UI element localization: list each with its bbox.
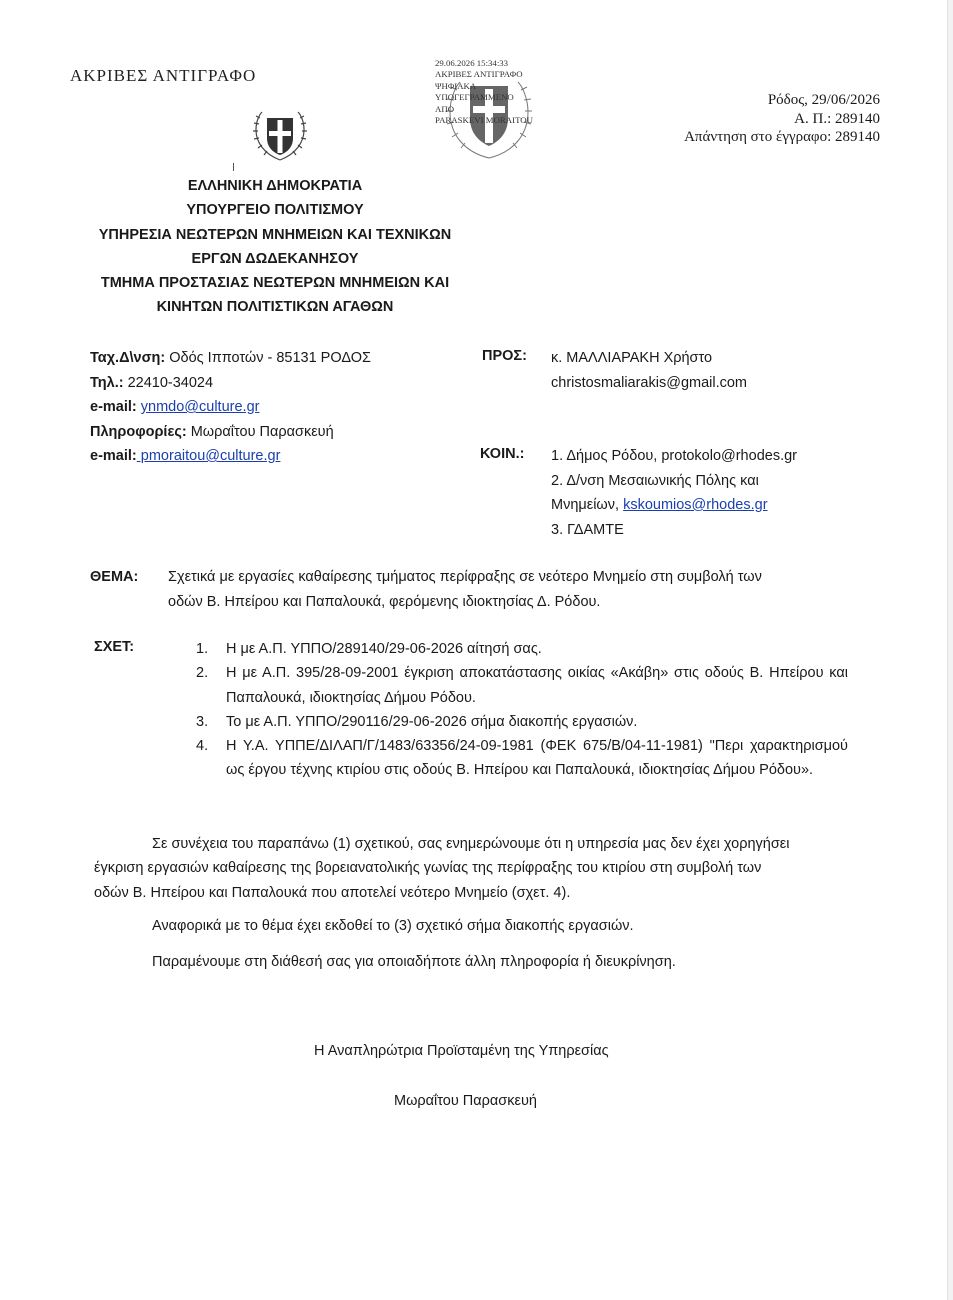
related-text: Η με Α.Π. ΥΠΠΟ/289140/29-06-2026 αίτησή σας. [226, 641, 542, 657]
contact-block [90, 346, 371, 469]
related-num: 4. [196, 738, 209, 755]
related-num: 2. [196, 665, 209, 682]
body-paragraph-3: Παραμένουμε στη διάθεσή σας για οποιαδήποτε άλλη πληροφορία ή διευκρίνηση. [152, 954, 676, 970]
signature-name: Μωραΐτου Παρασκευή [394, 1093, 537, 1109]
signature-title: Η Αναπληρώτρια Προϊσταμένη της Υπηρεσίας [314, 1043, 609, 1059]
body-paragraph-1 [94, 832, 864, 905]
email-label: e-mail: [90, 399, 137, 415]
document-meta [684, 91, 880, 147]
authority-line: ΕΡΓΩΝ ΔΩΔΕΚΑΝΗΣΟΥ [191, 250, 359, 267]
page-edge [947, 0, 953, 1300]
info-label: Πληροφορίες: [90, 423, 187, 440]
cc-item: 3. ΓΔΑΜΤΕ [551, 521, 624, 538]
related-list [196, 637, 848, 783]
copy-label: ΑΚΡΙΒΕΣ ΑΝΤΙΓΡΑΦΟ [70, 66, 257, 82]
cc-item: 2. Δ/νση Μεσαιωνικής Πόλης και [551, 472, 759, 489]
related-item [196, 734, 848, 783]
body-line: Σε συνέχεια του παραπάνω (1) σχετικού, σας ενημερώνουμε ότι η υπηρεσία μας δεν έχει χορηγήσει [152, 836, 790, 852]
stamp-line: 29.06.2026 15:34:33 [435, 58, 509, 68]
stamp-line: ΨΗΦΙΑΚΑ [435, 80, 477, 91]
address-label: Ταχ.Δ\νση: [90, 350, 166, 366]
cc-email-link[interactable]: kskoumios@rhodes.gr [623, 497, 768, 513]
info-value: Μωραΐτου Παρασκευή [186, 423, 334, 440]
cc-recipients [551, 444, 797, 542]
cc-item: Μνημείων, [551, 497, 624, 513]
related-text: Το με Α.Π. ΥΠΠΟ/290116/29-06-2026 σήμα διακοπής εργασιών. [226, 713, 638, 730]
header-mark [233, 163, 234, 171]
reply-reference: Απάντηση στο έγγραφο: 289140 [684, 129, 880, 145]
authority-line: ΚΙΝΗΤΩΝ ΠΟΛΙΤΙΣΤΙΚΩΝ ΑΓΑΘΩΝ [156, 299, 394, 316]
related-item [196, 710, 848, 734]
related-text: Η Υ.Α. ΥΠΠΕ/ΔΙΛΑΠ/Γ/1483/63356/24-09-1981 (ΦΕΚ 675/Β/04-11-1981) "Περι χαρακτηρισμού ως έργου τέχνης κτιρίου στις οδούς Β. Ηπείρου και Παπαλουκά, ιδιοκτησίας Δήμου Ρόδου». [226, 738, 848, 779]
to-recipient [551, 346, 747, 395]
stamp-line: PARASKEVI MORAITOU [435, 115, 534, 126]
subject-block [90, 565, 762, 614]
subject-label: ΘΕΜΑ: [90, 569, 139, 585]
place-date: Ρόδος, 29/06/2026 [767, 92, 880, 108]
address-value: Οδός Ιπποτών - 85131 ΡΟΔΟΣ [165, 350, 371, 366]
cc-item: 1. Δήμος Ρόδου, protokolo@rhodes.gr [551, 448, 797, 464]
related-text: Η με Α.Π. 395/28-09-2001 έγκριση αποκατάστασης οικίας «Ακάβη» στις οδούς Β. Ηπείρου και Παπαλουκά, ιδιοκτησίας Δήμου Ρόδου. [226, 665, 848, 706]
related-item [196, 637, 848, 661]
stamp-line: ΑΚΡΙΒΕΣ ΑΝΤΙΓΡΑΦΟ [435, 69, 523, 80]
recipient-email: christosmaliarakis@gmail.com [551, 374, 748, 391]
related-label: ΣΧΕΤ: [94, 639, 135, 655]
subject-line: οδών Β. Ηπείρου και Παπαλουκά, φερόμενης ιδιοκτησίας Δ. Ρόδου. [168, 593, 601, 610]
email2-link[interactable]: pmoraitou@culture.gr [136, 448, 281, 464]
protocol-number: Α. Π.: 289140 [794, 110, 880, 127]
authority-line: ΕΛΛΗΝΙΚΗ ΔΗΜΟΚΡΑΤΙΑ [187, 178, 363, 194]
cc-label: ΚΟΙΝ.: [480, 446, 525, 462]
related-num: 1. [196, 641, 209, 657]
related-item [196, 661, 848, 710]
body-line: οδών Β. Ηπείρου και Παπαλουκά που αποτελεί νεότερο Μνημείο (σχετ. 4). [94, 884, 571, 901]
stamp-line: ΑΠΟ [435, 103, 455, 114]
authority-line: ΤΜΗΜΑ ΠΡΟΣΤΑΣΙΑΣ ΝΕΩΤΕΡΩΝ ΜΝΗΜΕΙΩΝ ΚΑΙ [100, 275, 450, 292]
phone-value: 22410-34024 [123, 374, 214, 391]
email2-label: e-mail: [90, 448, 137, 464]
issuing-authority [70, 174, 480, 320]
email-link[interactable]: ynmdo@culture.gr [140, 399, 260, 415]
phone-label: Τηλ.: [90, 374, 124, 391]
authority-line: ΥΠΗΡΕΣΙΑ ΝΕΩΤΕΡΩΝ ΜΝΗΜΕΙΩΝ ΚΑΙ ΤΕΧΝΙΚΩΝ [98, 226, 452, 243]
stamp-line: ΥΠΟΓΕΓΡΑΜΜΕΝΟ [435, 92, 514, 103]
related-num: 3. [196, 713, 209, 730]
to-label: ΠΡΟΣ: [482, 348, 527, 364]
authority-line: ΥΠΟΥΡΓΕΙΟ ΠΟΛΙΤΙΣΜΟΥ [186, 202, 364, 219]
subject-line: Σχετικά με εργασίες καθαίρεσης τμήματος περίφραξης σε νεότερο Μνημείο στη συμβολή των [168, 569, 762, 585]
stamp-text [435, 58, 555, 126]
body-line: έγκριση εργασιών καθαίρεσης της βορειανατολικής γωνίας της περίφραξης του κτιρίου στη συμβολή των [94, 860, 762, 877]
body-paragraph-2: Αναφορικά με το θέμα έχει εκδοθεί το (3) σχετικό σήμα διακοπής εργασιών. [152, 918, 634, 934]
recipient-name: κ. ΜΑΛΛΙΑΡΑΚΗ Χρήστο [551, 350, 713, 366]
greek-state-emblem [250, 104, 310, 166]
